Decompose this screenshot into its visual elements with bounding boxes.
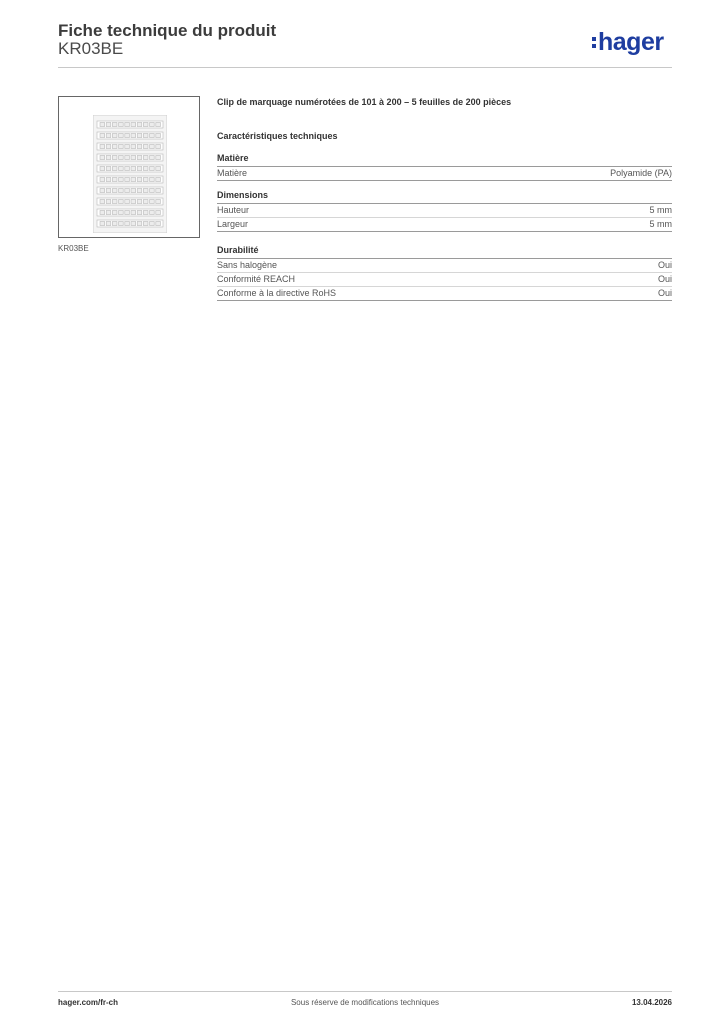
clip-marker [131, 189, 136, 193]
clip-marker [137, 200, 142, 204]
spec-label: Largeur [217, 219, 249, 229]
clip-marker [112, 211, 117, 215]
spec-group-material [217, 152, 672, 181]
clip-marker [156, 167, 161, 171]
clip-marker [137, 222, 142, 226]
clip-marker [143, 167, 148, 171]
page-title: Fiche technique du produit [58, 21, 277, 40]
clip-marker [150, 145, 155, 149]
clip-marker [137, 156, 142, 160]
clip-marker [143, 178, 148, 182]
clip-marker [150, 156, 155, 160]
clip-marker [131, 200, 136, 204]
product-image-frame [58, 96, 200, 238]
clip-marker [137, 178, 142, 182]
clip-marker [125, 222, 130, 226]
clip-marker [143, 189, 148, 193]
clip-marker [131, 156, 136, 160]
clip-marker [143, 211, 148, 215]
clip-marker [106, 200, 111, 204]
clip-marker [137, 145, 142, 149]
clip-marker [131, 123, 136, 127]
spec-row [217, 218, 672, 232]
clip-marker [119, 211, 124, 215]
clip-marker [112, 145, 117, 149]
clip-marker [106, 134, 111, 138]
clip-marker [143, 123, 148, 127]
clip-marker [143, 134, 148, 138]
clip-marker [106, 189, 111, 193]
clip-marker [150, 200, 155, 204]
spec-row [217, 167, 672, 181]
product-image-caption: KR03BE [58, 244, 89, 253]
clip-marker [100, 134, 105, 138]
clip-marker [137, 134, 142, 138]
product-description: Clip de marquage numérotées de 101 à 200 – 5 feuilles de 200 pièces [217, 97, 512, 107]
clip-marker [119, 222, 124, 226]
clip-marker [131, 178, 136, 182]
clip-marker [150, 211, 155, 215]
spec-label: Conforme à la directive RoHS [217, 288, 337, 298]
clip-marker [112, 134, 117, 138]
clip-marker [125, 145, 130, 149]
spec-group-durability [217, 244, 672, 301]
spec-row [217, 259, 672, 273]
clip-marker [100, 222, 105, 226]
clip-marker [100, 200, 105, 204]
clip-marker [156, 156, 161, 160]
clip-marker [112, 167, 117, 171]
clip-marker [150, 167, 155, 171]
clip-marker [119, 167, 124, 171]
clip-marker [106, 156, 111, 160]
clip-marker [150, 222, 155, 226]
clip-marker [112, 156, 117, 160]
spec-label: Matière [217, 168, 248, 178]
clip-marker [156, 145, 161, 149]
product-code: KR03BE [58, 39, 124, 58]
clip-marker [143, 200, 148, 204]
clip-marker [112, 123, 117, 127]
clip-marker [106, 178, 111, 182]
clip-marker [112, 222, 117, 226]
spec-value: 5 mm [649, 205, 672, 215]
clip-marker [137, 211, 142, 215]
spec-label: Sans halogène [217, 260, 278, 270]
spec-row [217, 287, 672, 301]
spec-heading: Caractéristiques techniques [217, 131, 338, 141]
clip-marker [125, 134, 130, 138]
clip-marker [100, 178, 105, 182]
spec-value: Oui [657, 274, 672, 284]
clip-marker [131, 134, 136, 138]
spec-label: Hauteur [217, 205, 250, 215]
clip-marker [143, 156, 148, 160]
clip-marker [100, 123, 105, 127]
clip-marker [156, 189, 161, 193]
spec-row [217, 204, 672, 218]
clip-marker [137, 167, 142, 171]
clip-marker [100, 189, 105, 193]
clip-marker [131, 145, 136, 149]
clip-marker [131, 167, 136, 171]
clip-marker [125, 211, 130, 215]
clip-marker [119, 145, 124, 149]
clip-marker [112, 200, 117, 204]
clip-marker [125, 189, 130, 193]
clip-marker [106, 222, 111, 226]
hager-logo [592, 28, 664, 56]
clip-marker [131, 222, 136, 226]
clip-marker [106, 211, 111, 215]
clip-marker [106, 123, 111, 127]
clip-marker [156, 123, 161, 127]
clip-marker [150, 134, 155, 138]
clip-marker [100, 145, 105, 149]
clip-marker [100, 167, 105, 171]
clip-marker [156, 178, 161, 182]
clip-marker [119, 200, 124, 204]
clip-marker [119, 178, 124, 182]
clip-marker [150, 178, 155, 182]
clip-marker [143, 222, 148, 226]
clip-marker [125, 200, 130, 204]
footer-notice: Sous réserve de modifications techniques [290, 998, 440, 1007]
clip-marker [156, 222, 161, 226]
spec-row [217, 273, 672, 287]
footer-divider [58, 991, 672, 992]
clip-marker [125, 123, 130, 127]
spec-label: Conformité REACH [217, 274, 296, 284]
clip-marker [100, 211, 105, 215]
group-title: Durabilité [217, 244, 672, 259]
clip-marker [150, 123, 155, 127]
clip-marker [119, 134, 124, 138]
clip-marker [156, 200, 161, 204]
clip-marker [112, 189, 117, 193]
footer-date: 13.04.2026 [631, 998, 672, 1007]
clip-marker [106, 145, 111, 149]
clip-marker [119, 156, 124, 160]
logo-colon-mark [592, 37, 596, 48]
footer-website[interactable]: hager.com/fr-ch [58, 998, 119, 1007]
clip-marker [150, 189, 155, 193]
group-title: Matière [217, 152, 672, 167]
clip-marker [119, 123, 124, 127]
spec-value: Oui [657, 288, 672, 298]
spec-value: Polyamide (PA) [610, 168, 672, 178]
clip-marker [131, 211, 136, 215]
clip-marker [137, 123, 142, 127]
spec-section [217, 96, 672, 301]
clip-marker [112, 178, 117, 182]
clip-marker [125, 167, 130, 171]
clip-marker [100, 156, 105, 160]
spec-value: 5 mm [649, 219, 672, 229]
marking-clip-sheet-image [93, 115, 167, 233]
logo-text: hager [598, 28, 664, 56]
clip-marker [137, 189, 142, 193]
group-title: Dimensions [217, 189, 672, 204]
clip-marker [106, 167, 111, 171]
clip-marker [125, 178, 130, 182]
clip-marker [156, 211, 161, 215]
clip-marker [125, 156, 130, 160]
header-divider [58, 67, 672, 68]
spec-group-dimensions [217, 189, 672, 232]
clip-marker [119, 189, 124, 193]
spec-value: Oui [657, 260, 672, 270]
clip-marker [143, 145, 148, 149]
clip-marker [156, 134, 161, 138]
